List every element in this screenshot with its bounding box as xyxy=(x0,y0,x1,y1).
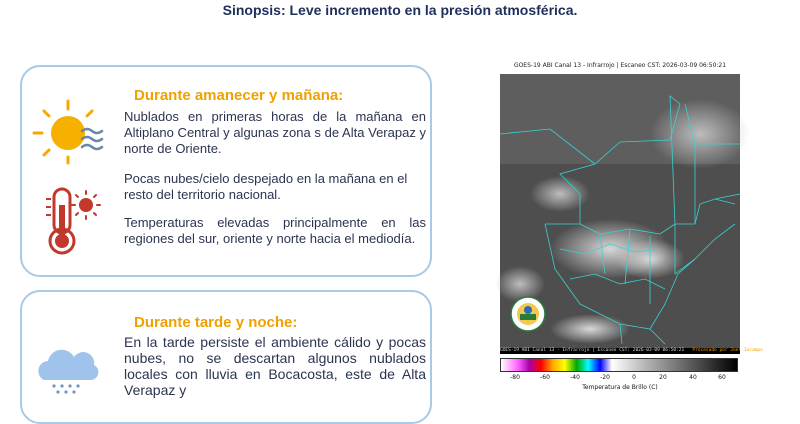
satellite-header: GOES-19 ABI Canal 13 - Infrarrojo | Escaneo CST: 2026-03-09 06:50:21 xyxy=(513,62,727,69)
page-title: Sinopsis: Leve incremento en la presión atmosférica. xyxy=(222,2,578,18)
morning-paragraph-1: Nublados en primeras horas de la mañana en Altiplano Central y algunas zona s de Alta Verapaz y norte de Oriente. xyxy=(124,109,426,156)
morning-title: Durante amanecer y mañana: xyxy=(134,87,344,104)
colorbar-tick: 60 xyxy=(718,374,726,381)
satellite-panel xyxy=(500,58,763,398)
colorbar-tick: -40 xyxy=(570,374,580,381)
rain-cloud-icon xyxy=(34,346,104,396)
colorbar-tick: -60 xyxy=(540,374,550,381)
morning-card xyxy=(20,65,432,277)
morning-paragraph-2: Pocas nubes/cielo despejado en la mañana en el resto del territorio nacional. xyxy=(124,171,408,202)
sun-icon xyxy=(30,97,110,167)
satellite-footer-credit: Procesado por Joel Iocampo xyxy=(692,348,763,353)
insivumeh-logo xyxy=(511,297,545,331)
satellite-footer xyxy=(500,348,763,354)
evening-card xyxy=(20,290,432,424)
colorbar-ticks xyxy=(500,374,740,384)
colorbar-tick: 40 xyxy=(689,374,697,381)
colorbar-tick: -20 xyxy=(600,374,610,381)
morning-paragraph-3: Temperaturas elevadas principalmente en las regiones del sur, oriente y norte hacia el mediodía. xyxy=(124,215,426,246)
temperature-colorbar xyxy=(500,358,738,372)
colorbar-label: Temperatura de Brillo (C) xyxy=(582,384,658,391)
thermometer-icon xyxy=(42,185,102,257)
evening-paragraph: En la tarde persiste el ambiente cálido y pocas nubes, no se descartan algunos nublados locales con lluvia en Bocacosta, este de Alta Verapaz y xyxy=(124,334,426,398)
satellite-footer-text: GOES-19 ABI Canal 13 - Infrarrojo | Escaneo CST: 2026-03-09 06:50:21 xyxy=(500,348,685,353)
colorbar-tick: -80 xyxy=(510,374,520,381)
colorbar-tick: 0 xyxy=(632,374,636,381)
evening-title: Durante tarde y noche: xyxy=(134,314,298,331)
colorbar-tick: 20 xyxy=(659,374,667,381)
satellite-image xyxy=(500,74,740,354)
